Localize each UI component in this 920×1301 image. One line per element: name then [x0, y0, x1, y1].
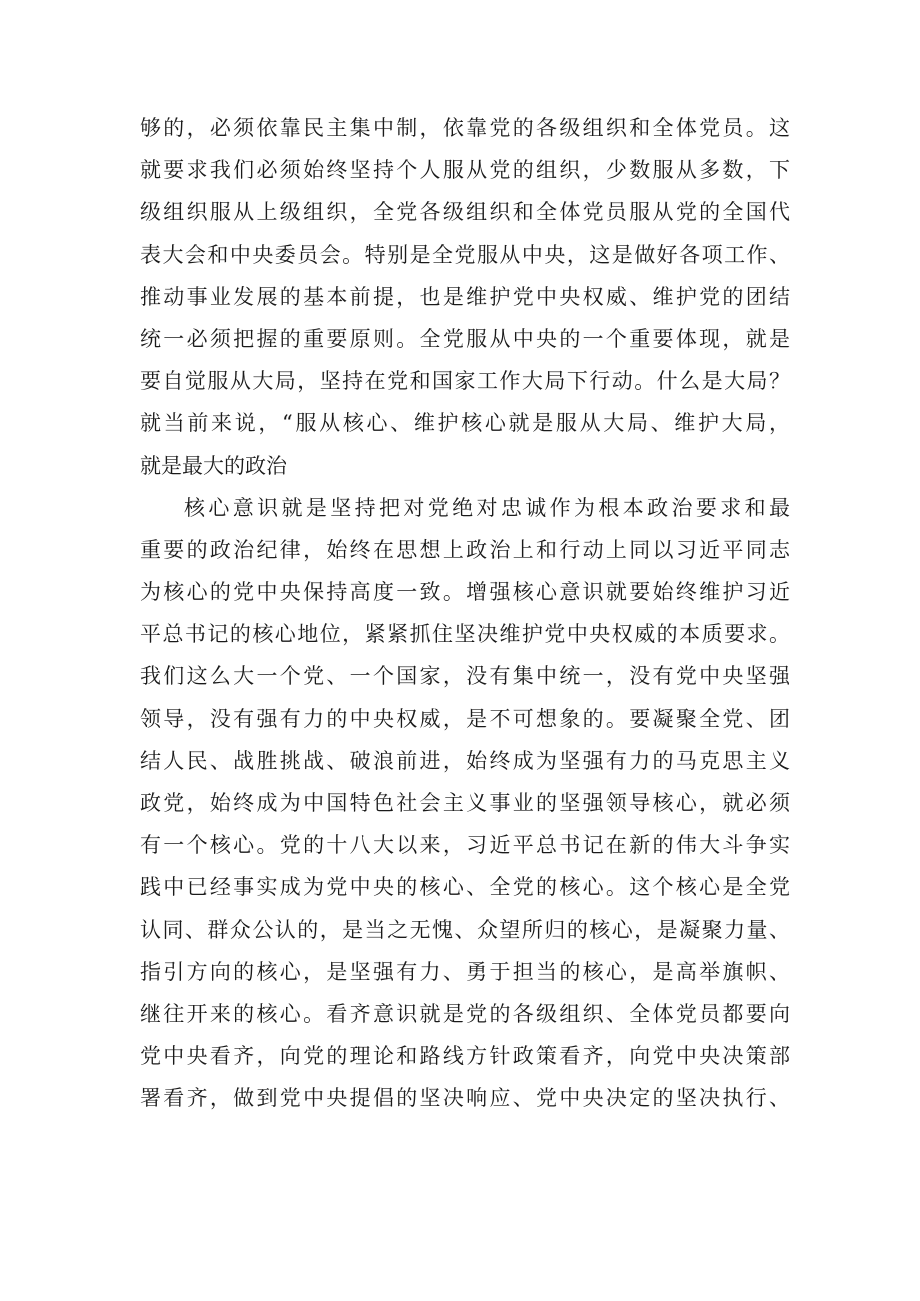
paragraph-1 — [140, 107, 790, 487]
text-line: 党中央看齐，向党的理论和路线方针政策看齐，向党中央决策部 — [140, 1044, 790, 1069]
text-line: 我们这么大一个党、一个国家，没有集中统一，没有党中央坚强 — [140, 664, 790, 689]
text-line: 就是最大的政治 — [140, 453, 287, 478]
text-line: 重要的政治纪律，始终在思想上政治上和行动上同以习近平同志 — [140, 537, 790, 562]
text-line: 推动事业发展的基本前提，也是维护党中央权威、维护党的团结 — [140, 284, 790, 309]
text-line: 统一必须把握的重要原则。全党服从中央的一个重要体现，就是 — [140, 326, 790, 351]
paragraph-2 — [140, 487, 790, 1120]
text-line: 署看齐，做到党中央提倡的坚决响应、党中央决定的坚决执行、 — [140, 1086, 790, 1111]
text-line: 政党，始终成为中国特色社会主义事业的坚强领导核心，就必须 — [140, 791, 790, 815]
text-line: 就要求我们必须始终坚持个人服从党的组织，少数服从多数，下 — [140, 158, 790, 183]
text-line: 核心意识就是坚持把对党绝对忠诚作为根本政治要求和最 — [184, 495, 790, 520]
text-line: 认同、群众公认的，是当之无愧、众望所归的核心，是凝聚力量、 — [140, 917, 790, 942]
text-line: 表大会和中央委员会。特别是全党服从中央，这是做好各项工作、 — [140, 242, 790, 267]
text-line: 指引方向的核心，是坚强有力、勇于担当的核心，是高举旗帜、 — [140, 959, 790, 984]
text-line: 有一个核心。党的十八大以来，习近平总书记在新的伟大斗争实 — [140, 833, 790, 858]
text-line: 践中已经事实成为党中央的核心、全党的核心。这个核心是全党 — [140, 875, 790, 900]
text-line: 领导，没有强有力的中央权威，是不可想象的。要凝聚全党、团 — [140, 706, 790, 731]
text-line: 级组织服从上级组织，全党各级组织和全体党员服从党的全国代 — [140, 200, 790, 225]
text-line: 够的，必须依靠民主集中制，依靠党的各级组织和全体党员。这 — [140, 116, 790, 140]
body-text — [140, 107, 790, 1120]
text-line: 平总书记的核心地位，紧紧抓住坚决维护党中央权威的本质要求。 — [140, 622, 790, 647]
text-line: 结人民、战胜挑战、破浪前进，始终成为坚强有力的马克思主义 — [140, 748, 790, 773]
text-line: 要自觉服从大局，坚持在党和国家工作大局下行动。什么是大局？ — [140, 369, 790, 394]
text-line: 就当前来说，“服从核心、维护核心就是服从大局、维护大局， — [140, 411, 790, 436]
text-line: 继往开来的核心。看齐意识就是党的各级组织、全体党员都要向 — [140, 1001, 790, 1026]
text-line: 为核心的党中央保持高度一致。增强核心意识就要始终维护习近 — [140, 580, 790, 605]
